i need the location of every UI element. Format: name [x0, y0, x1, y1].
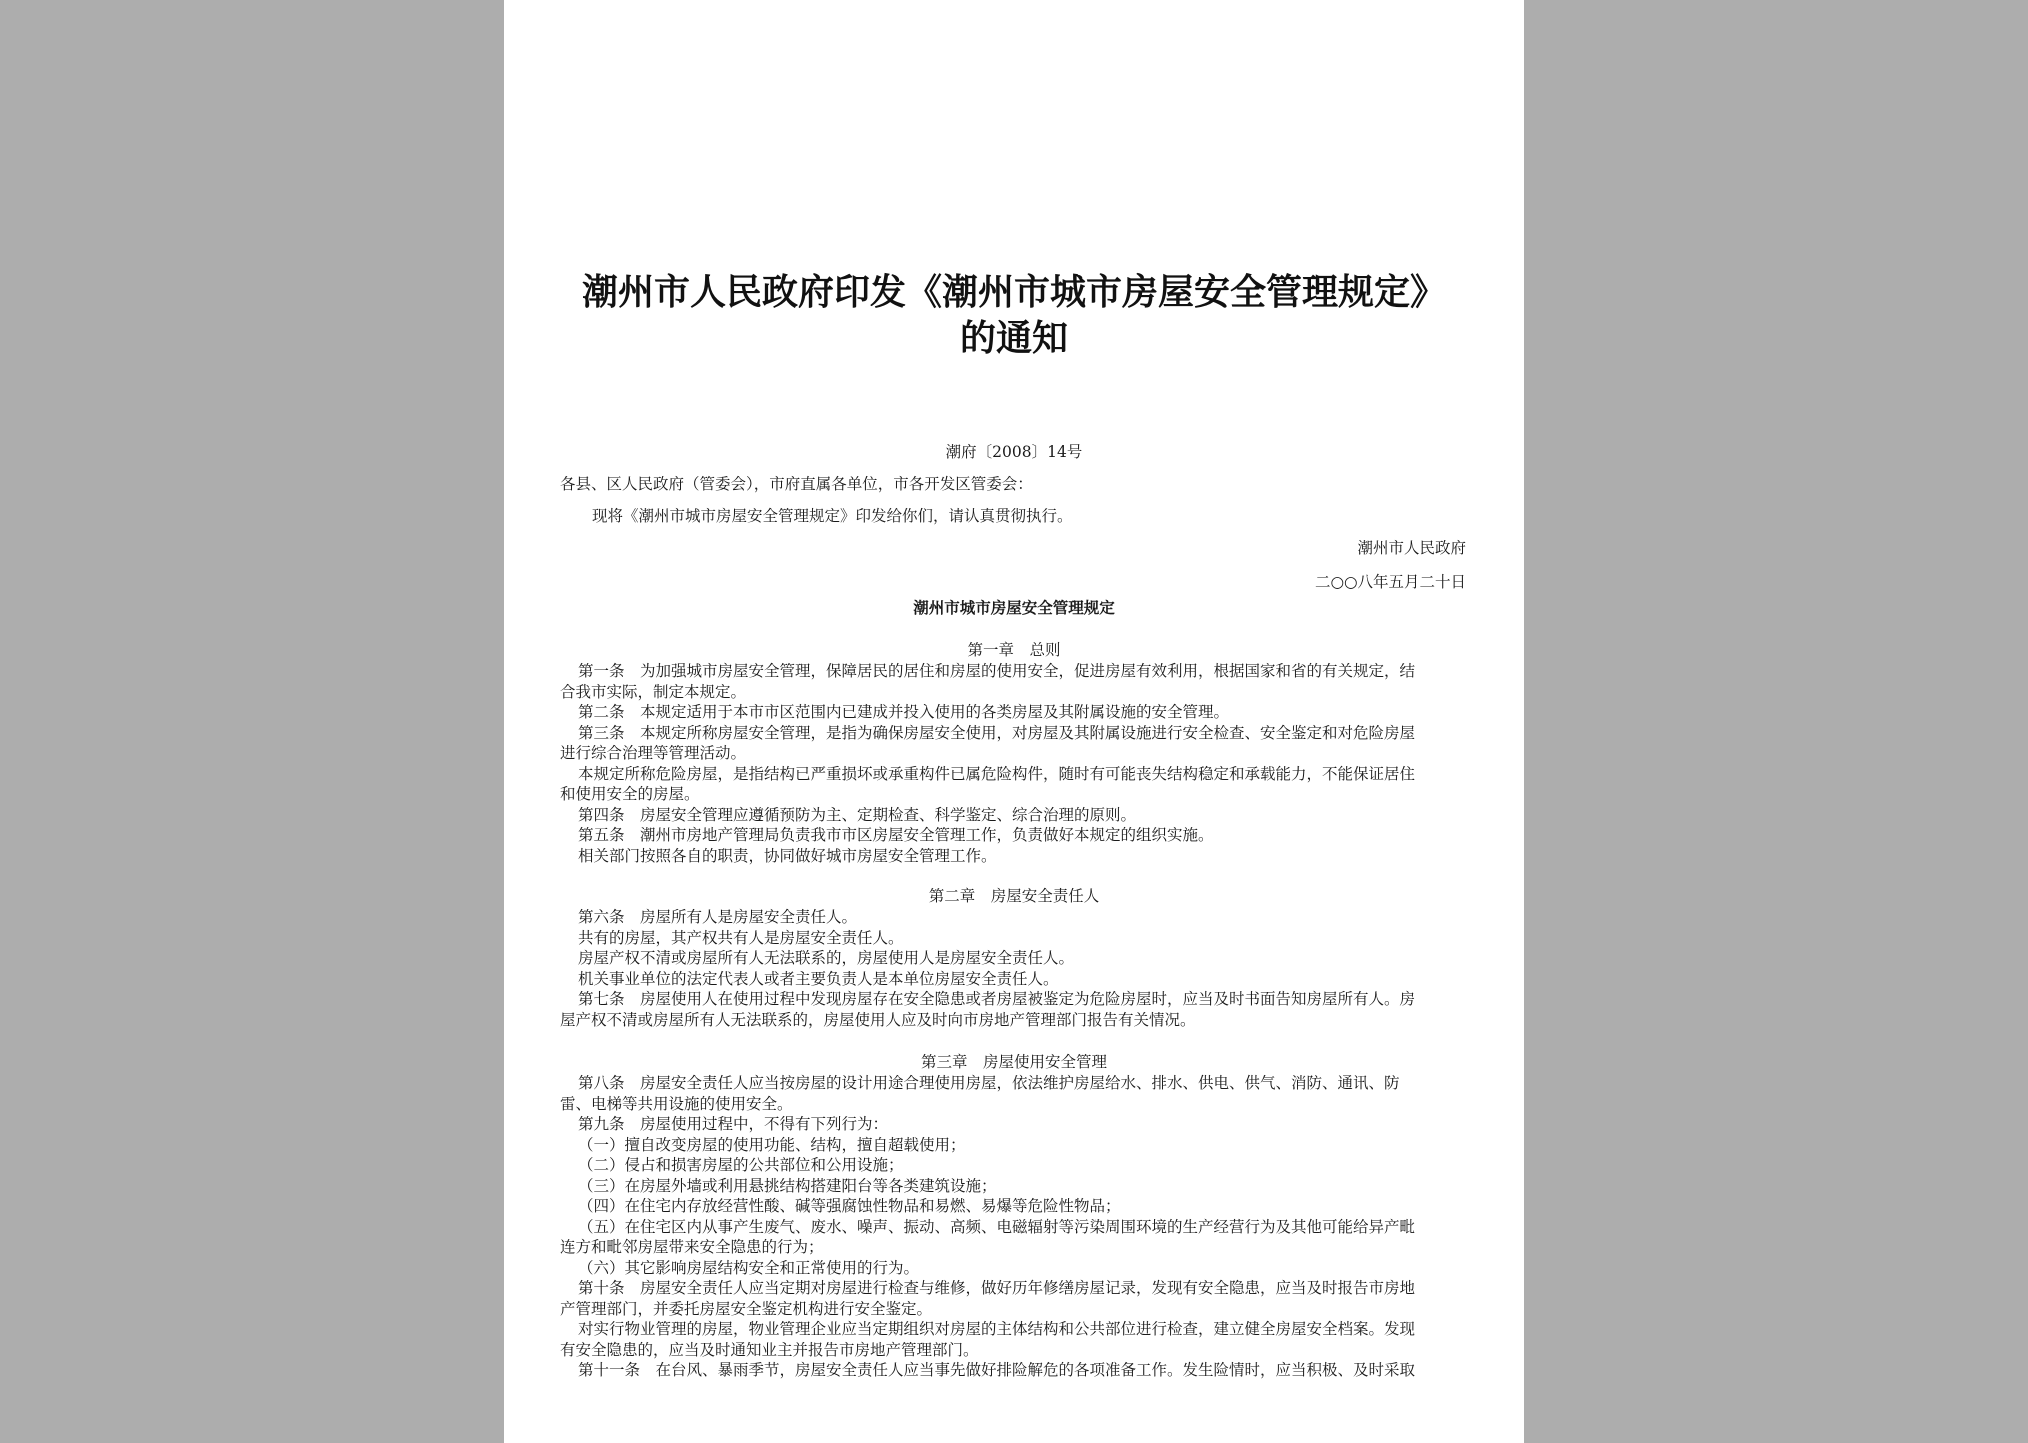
body-line: 有安全隐患的，应当及时通知业主并报告市房地产管理部门。 [560, 1340, 979, 1359]
body-line: 产管理部门，并委托房屋安全鉴定机构进行安全鉴定。 [560, 1299, 933, 1318]
regulation-title: 潮州市城市房屋安全管理规定 [913, 598, 1115, 617]
body-line: 连方和毗邻房屋带来安全隐患的行为； [560, 1238, 824, 1256]
body-line: 第十一条 在台风、暴雨季节，房屋安全责任人应当事先做好排险解危的各项准备工作。发生险情时，应当积极、及时采取 [578, 1361, 1416, 1379]
chapter-heading: 第三章 房屋使用安全管理 [920, 1053, 1107, 1071]
issue-date: 二○○八年五月二十日 [1314, 573, 1466, 591]
issuer-signature: 潮州市人民政府 [1357, 539, 1466, 557]
document-title-line1: 潮州市人民政府印发《潮州市城市房屋安全管理规定》 [581, 271, 1446, 313]
body-line: 和使用安全的房屋。 [560, 785, 700, 803]
body-line: （三）在房屋外墙或利用悬挑结构搭建阳台等各类建筑设施； [578, 1176, 997, 1195]
body-line: 第五条 潮州市房地产管理局负责我市市区房屋安全管理工作，负责做好本规定的组织实施。 [578, 826, 1214, 844]
body-line: 对实行物业管理的房屋，物业管理企业应当定期组织对房屋的主体结构和公共部位进行检查，建立健全房屋安全档案。发现 [578, 1320, 1416, 1338]
body-line: （二）侵占和损害房屋的公共部位和公用设施； [578, 1156, 904, 1174]
body-line: 第四条 房屋安全管理应遵循预防为主、定期检查、科学鉴定、综合治理的原则。 [578, 805, 1137, 824]
body-line: 第三条 本规定所称房屋安全管理，是指为确保房屋安全使用，对房屋及其附属设施进行安全检查、安全鉴定和对危险房屋 [578, 723, 1416, 742]
document-page [504, 0, 1524, 1443]
body-line: 相关部门按照各自的职责，协同做好城市房屋安全管理工作。 [578, 846, 997, 865]
addressee: 各县、区人民政府（管委会），市府直属各单位，市各开发区管委会： [560, 475, 1033, 493]
body-line: 第八条 房屋安全责任人应当按房屋的设计用途合理使用房屋，依法维护房屋给水、排水、供电、供气、消防、通讯、防 [578, 1074, 1400, 1092]
body-line: 屋产权不清或房屋所有人无法联系的，房屋使用人应及时向市房地产管理部门报告有关情况。 [560, 1010, 1196, 1029]
body-line: 第九条 房屋使用过程中，不得有下列行为： [578, 1115, 889, 1133]
document-number: 潮府〔2008〕14号 [945, 443, 1083, 461]
body-line: 第一条 为加强城市房屋安全管理，保障居民的居住和房屋的使用安全，促进房屋有效利用，根据国家和省的有关规定，结 [578, 662, 1416, 680]
intro-paragraph: 现将《潮州市城市房屋安全管理规定》印发给你们，请认真贯彻执行。 [592, 507, 1073, 525]
body-line: 雷、电梯等共用设施的使用安全。 [560, 1094, 793, 1113]
body-line: 合我市实际，制定本规定。 [560, 682, 747, 701]
chapter-heading: 第二章 房屋安全责任人 [928, 887, 1100, 905]
body-line: 第七条 房屋使用人在使用过程中发现房屋存在安全隐患或者房屋被鉴定为危险房屋时，应当及时书面告知房屋所有人。房 [578, 990, 1416, 1008]
document-title-line2: 的通知 [959, 317, 1068, 359]
body-line: 第二条 本规定适用于本市市区范围内已建成并投入使用的各类房屋及其附属设施的安全管理。 [578, 703, 1230, 721]
body-line: 房屋产权不清或房屋所有人无法联系的，房屋使用人是房屋安全责任人。 [578, 949, 1075, 967]
body-line: （一）擅自改变房屋的使用功能、结构，擅自超载使用； [578, 1135, 966, 1154]
chapter-heading: 第一章 总则 [967, 641, 1061, 659]
body-line: 本规定所称危险房屋，是指结构已严重损坏或承重构件已属危险构件，随时有可能丧失结构稳定和承载能力，不能保证居住 [578, 764, 1416, 783]
body-line: 进行综合治理等管理活动。 [560, 744, 747, 762]
body-line: （五）在住宅区内从事产生废气、废水、噪声、振动、高频、电磁辐射等污染周围环境的生产经营行为及其他可能给异产毗 [578, 1217, 1416, 1236]
body-line: （六）其它影响房屋结构安全和正常使用的行为。 [578, 1258, 920, 1277]
body-line: 第六条 房屋所有人是房屋安全责任人。 [578, 908, 858, 926]
body-line: 第十条 房屋安全责任人应当定期对房屋进行检查与维修，做好历年修缮房屋记录，发现有安全隐患，应当及时报告市房地 [578, 1279, 1416, 1297]
body-line: 机关事业单位的法定代表人或者主要负责人是本单位房屋安全责任人。 [578, 969, 1059, 988]
body-line: 共有的房屋，其产权共有人是房屋安全责任人。 [578, 928, 904, 947]
body-line: （四）在住宅内存放经营性酸、碱等强腐蚀性物品和易燃、易爆等危险性物品； [578, 1197, 1121, 1215]
